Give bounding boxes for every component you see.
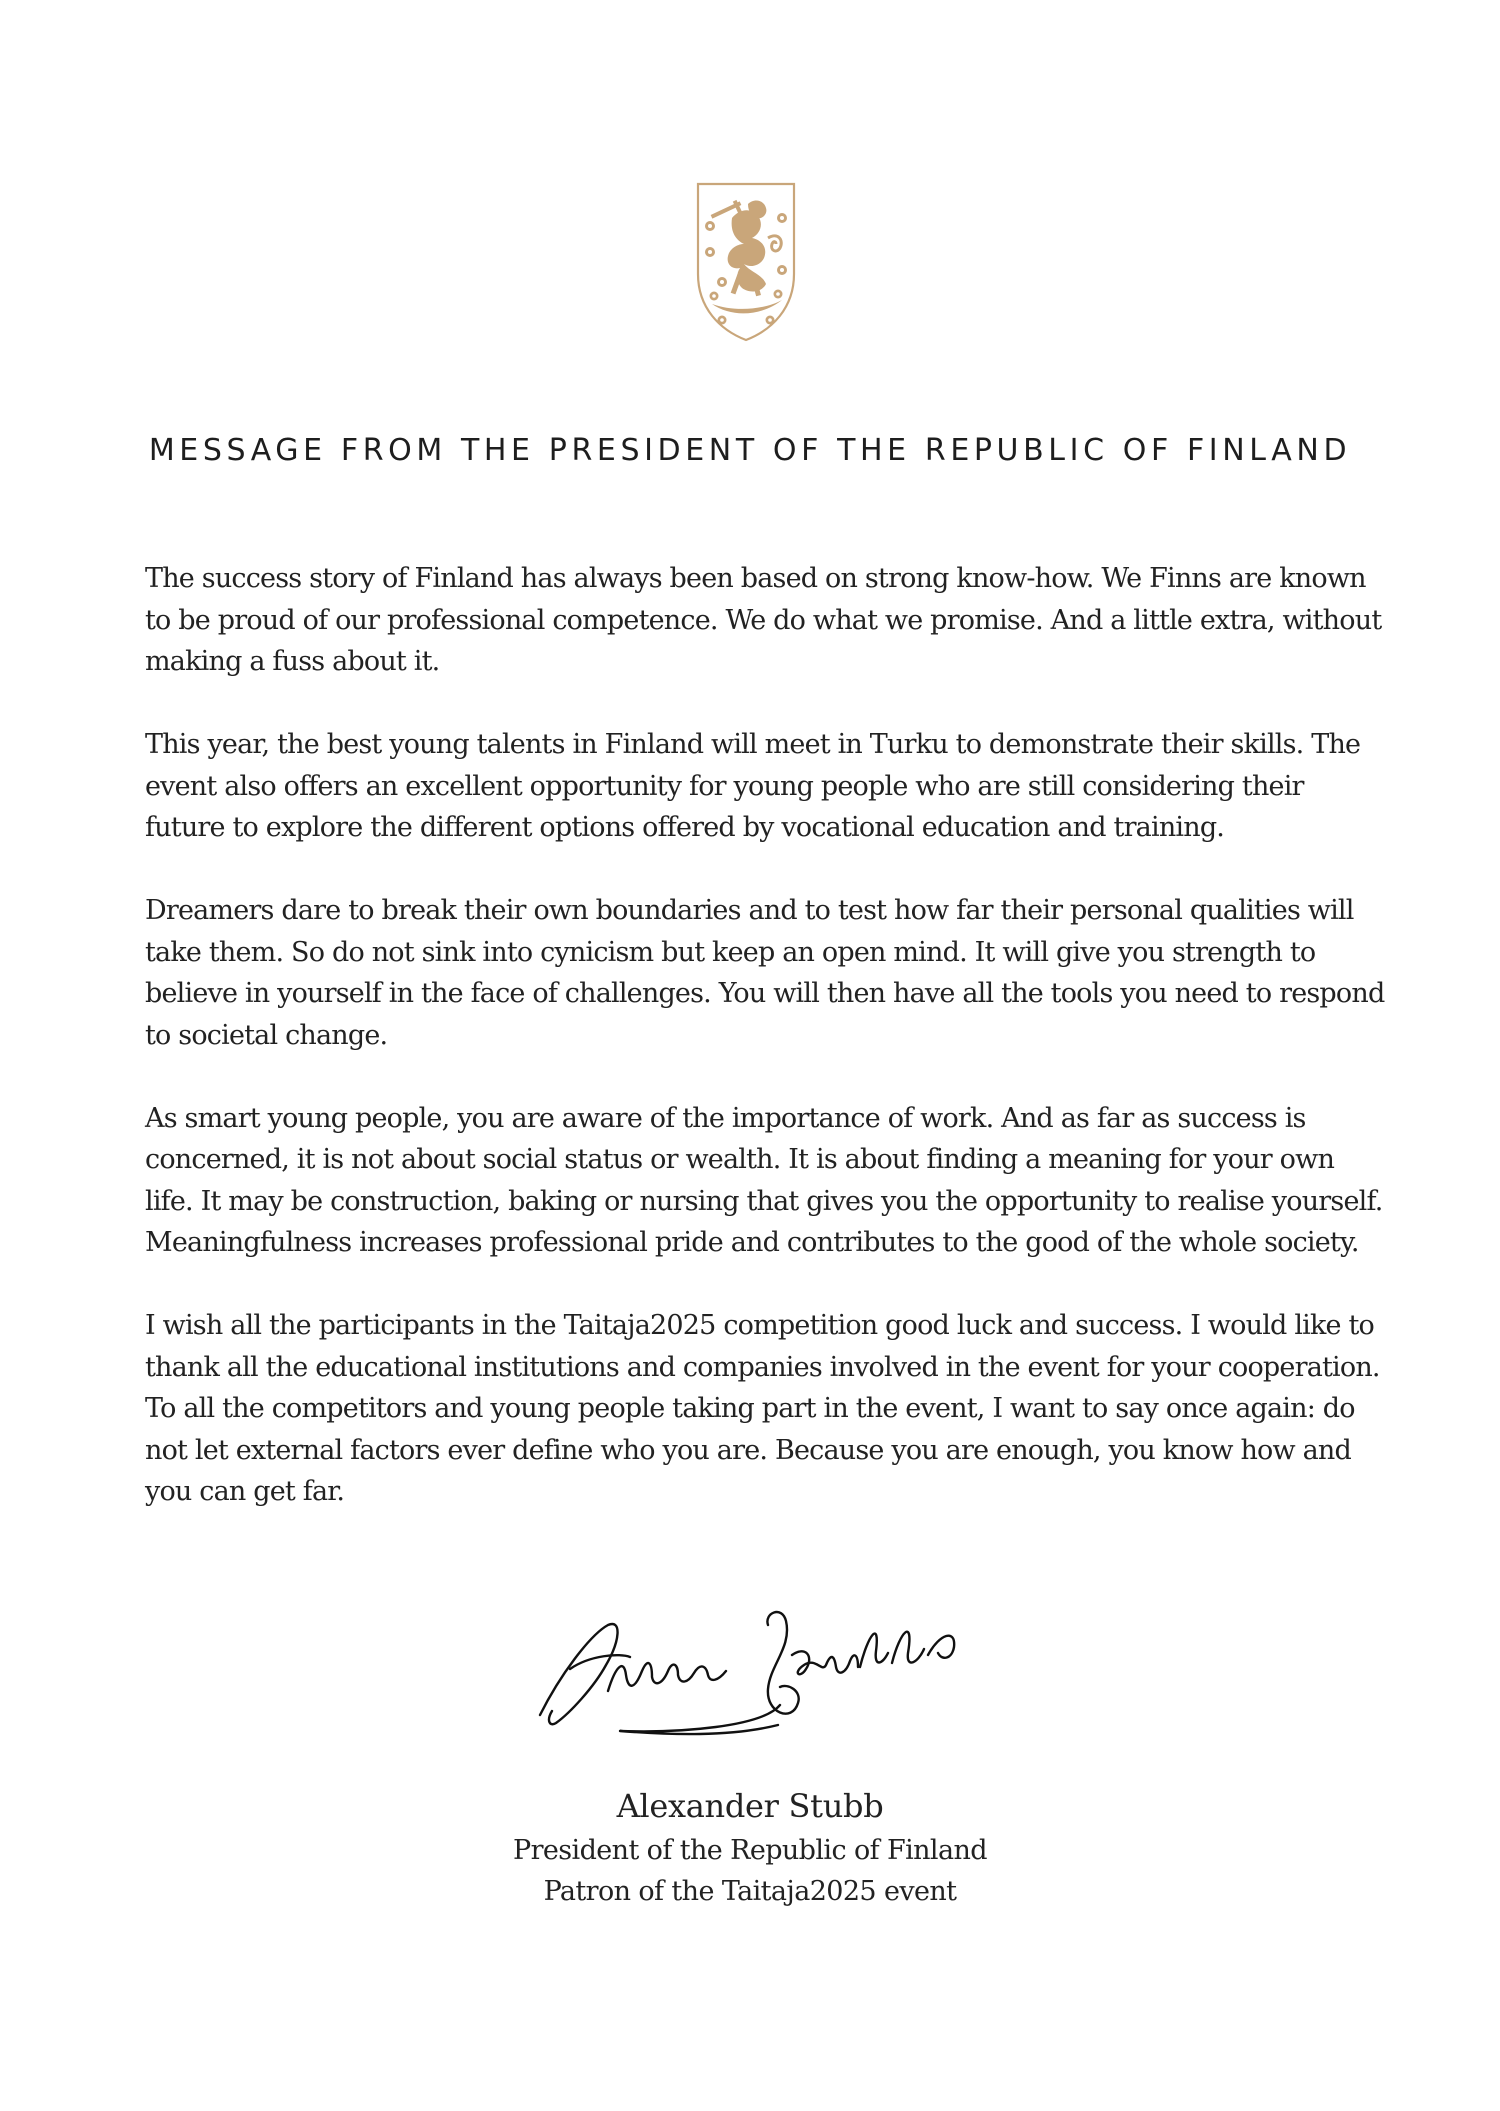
- signatory-patronage: Patron of the Taitaja2025 event: [543, 1876, 957, 1907]
- letter-title: MESSAGE FROM THE PRESIDENT OF THE REPUBLIC OF FINLAND: [148, 433, 1352, 468]
- paragraph-3: Dreamers dare to break their own boundaries and to test how far their personal qualities will take them. So do not sink into cynicism but keep an open mind. It will give you strength to believe in yourself in the face of challenges. You will then have all the tools you need to respond to societal change.: [145, 895, 1385, 1051]
- paragraph-4: As smart young people, you are aware of the importance of work. And as far as success is concerned, it is not about social status or wealth. It is about finding a meaning for your own life. It may be construction, baking or nursing that gives you the opportunity to realise yourself. Meaningfulness increases professional pride and contributes to the good of the whole society.: [145, 1102, 1383, 1258]
- letter-body: [145, 558, 1385, 1554]
- finland-coat-of-arms-icon: [692, 178, 800, 344]
- paragraph-5: I wish all the participants in the Taitaja2025 competition good luck and success. I would like to thank all the educational institutions and companies involved in the event for your cooperation. To all the competitors and young people taking part in the event, I want to say once again: do not let external factors ever define who you are. Because you are enough, you know how and you can get far.: [145, 1310, 1380, 1507]
- paragraph-2: This year, the best young talents in Finland will meet in Turku to demonstrate their skills. The event also offers an excellent opportunity for young people who are still considering their future to explore the different options offered by vocational education and training.: [145, 729, 1361, 843]
- paragraph-1: The success story of Finland has always been based on strong know-how. We Finns are known to be proud of our professional competence. We do what we promise. And a little extra, without making a fuss about it.: [145, 563, 1382, 677]
- signatory-title: President of the Republic of Finland: [513, 1835, 987, 1866]
- signoff-block: [400, 1782, 1100, 1912]
- signatory-name: Alexander Stubb: [616, 1787, 884, 1825]
- handwritten-signature-icon: [530, 1595, 990, 1745]
